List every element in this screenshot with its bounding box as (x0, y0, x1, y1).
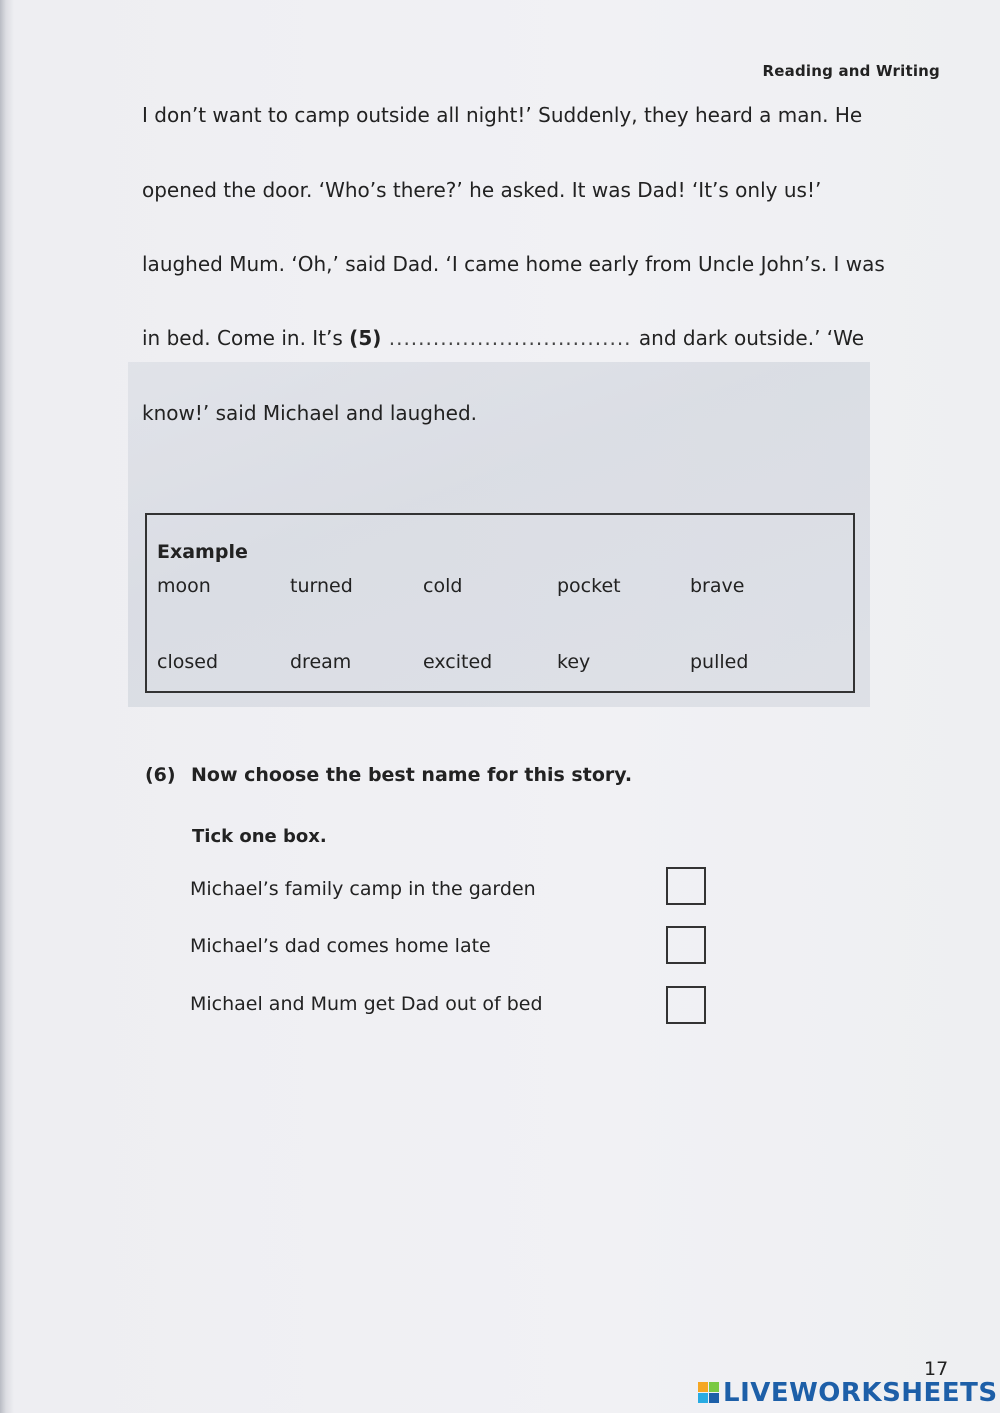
word-dream: dream (290, 651, 352, 673)
story-line-3: laughed Mum. ‘Oh,’ said Dad. ‘I came home early from Uncle John’s. I was (142, 252, 885, 276)
checkbox-dad-out-of-bed[interactable] (666, 986, 706, 1024)
word-turned: turned (290, 575, 353, 597)
word-pocket: pocket (557, 575, 621, 597)
story-line-4 (142, 326, 864, 350)
gap-number-5: (5) (349, 326, 382, 350)
word-closed: closed (157, 651, 218, 673)
word-moon: moon (157, 575, 211, 597)
word-brave: brave (690, 575, 745, 597)
liveworksheets-brand (698, 1378, 998, 1408)
story-line-1: I don’t want to camp outside all night!’ Suddenly, they heard a man. He (142, 103, 863, 127)
option-dad-out-of-bed: Michael and Mum get Dad out of bed (190, 993, 543, 1015)
option-dad-late: Michael’s dad comes home late (190, 935, 491, 957)
checkbox-family-camp[interactable] (666, 867, 706, 905)
question-6-prompt: Now choose the best name for this story. (191, 764, 633, 786)
word-excited: excited (423, 651, 493, 673)
checkbox-dad-late[interactable] (666, 926, 706, 964)
tick-instruction: Tick one box. (192, 826, 327, 847)
liveworksheets-logo-icon (698, 1382, 720, 1404)
question-6 (145, 764, 632, 786)
option-family-camp: Michael’s family camp in the garden (190, 878, 536, 900)
example-label: Example (157, 541, 248, 563)
story-line-5: know!’ said Michael and laughed. (142, 401, 478, 425)
word-bank-box (145, 513, 855, 693)
page-number: 17 (924, 1358, 949, 1380)
story-line-2: opened the door. ‘Who’s there?’ he asked. It was Dad! ‘It’s only us!’ (142, 178, 822, 202)
question-6-number: (6) (145, 764, 176, 786)
story-line-4-start: in bed. Come in. It’s (142, 326, 350, 350)
word-cold: cold (423, 575, 463, 597)
word-key: key (557, 651, 591, 673)
brand-name: LIVEWORKSHEETS (723, 1378, 998, 1408)
story-line-4-end: and dark outside.’ ‘We (638, 326, 865, 350)
section-header: Reading and Writing (762, 62, 940, 80)
answer-blank-5[interactable]: ................................. (381, 326, 639, 350)
word-pulled: pulled (690, 651, 749, 673)
